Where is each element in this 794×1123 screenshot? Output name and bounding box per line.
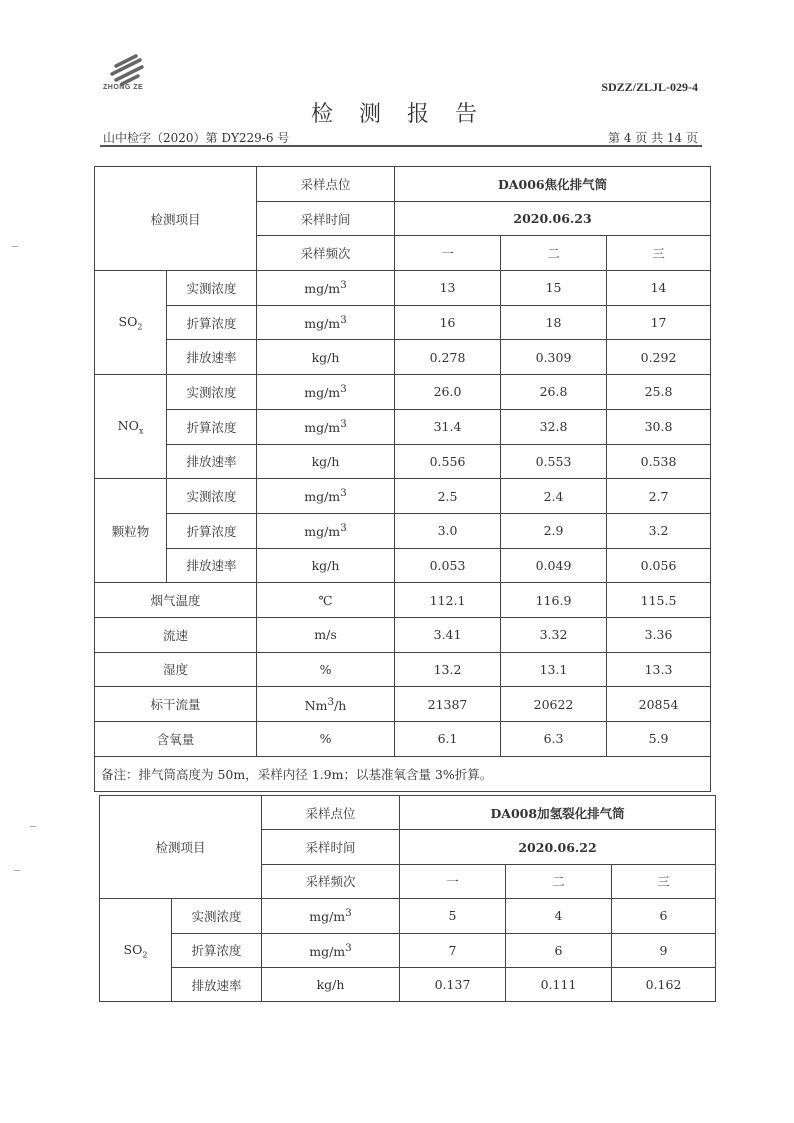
value-cell: 15	[501, 271, 607, 306]
value-cell: 0.538	[607, 444, 711, 479]
value-cell: 26.0	[395, 375, 501, 410]
report-number: 山中检字（2020）第 DY229-6 号	[103, 131, 290, 145]
value-cell: 6.1	[395, 722, 501, 757]
table-row	[100, 899, 716, 933]
value-cell: 0.056	[607, 548, 711, 583]
header-item-label: 检测项目	[95, 167, 257, 271]
value-cell: 0.049	[501, 548, 607, 583]
freq-1: 一	[400, 864, 506, 898]
value-cell: 18	[501, 305, 607, 340]
param-label: 折算浓度	[167, 305, 257, 340]
pollutant-so2: $SO_2$	[100, 899, 172, 1002]
value-cell: 3.36	[607, 617, 711, 652]
value-cell: 13.2	[395, 652, 501, 687]
table-row	[95, 375, 711, 410]
table-row	[95, 444, 711, 479]
value-cell: 2.7	[607, 479, 711, 514]
unit-cell: %	[257, 652, 395, 687]
param-label: 折算浓度	[172, 933, 262, 967]
header-point-label: 采样点位	[257, 167, 395, 202]
param-label: 实测浓度	[167, 271, 257, 306]
table-row	[95, 340, 711, 375]
table-row	[100, 967, 716, 1001]
value-cell: 0.553	[501, 444, 607, 479]
value-cell: 6.3	[501, 722, 607, 757]
unit-cell: $mg/m^3$	[262, 933, 400, 967]
header-point-label: 采样点位	[262, 796, 400, 830]
value-cell: 3.41	[395, 617, 501, 652]
scan-mark	[12, 246, 18, 247]
header-freq-label: 采样频次	[262, 864, 400, 898]
company-logo-icon	[102, 52, 152, 98]
unit-cell: kg/h	[257, 340, 395, 375]
value-cell: 2.9	[501, 513, 607, 548]
table-row	[95, 305, 711, 340]
value-cell: 0.278	[395, 340, 501, 375]
table-row	[100, 933, 716, 967]
param-label: 折算浓度	[167, 513, 257, 548]
value-cell: 0.137	[400, 967, 506, 1001]
value-cell: 0.053	[395, 548, 501, 583]
value-cell: 0.292	[607, 340, 711, 375]
header-freq-label: 采样频次	[257, 236, 395, 271]
table-row	[95, 583, 711, 618]
param-label: 排放速率	[172, 967, 262, 1001]
value-cell: 5.9	[607, 722, 711, 757]
freq-3: 三	[612, 864, 716, 898]
table-row	[95, 756, 711, 791]
table-row	[95, 617, 711, 652]
freq-2: 二	[506, 864, 612, 898]
unit-cell: $mg/m^3$	[257, 479, 395, 514]
unit-cell: m/s	[257, 617, 395, 652]
param-label: 排放速率	[167, 444, 257, 479]
table-row	[95, 513, 711, 548]
table-row	[95, 479, 711, 514]
table-row	[95, 652, 711, 687]
param-label: 折算浓度	[167, 409, 257, 444]
sampling-date: 2020.06.23	[395, 201, 711, 236]
value-cell: 5	[400, 899, 506, 933]
table-row	[100, 796, 716, 830]
document-code: SDZZ/ZLJL-029-4	[601, 80, 698, 94]
unit-cell: $mg/m^3$	[257, 305, 395, 340]
unit-cell: $mg/m^3$	[257, 513, 395, 548]
param-label: 实测浓度	[172, 899, 262, 933]
table-row	[95, 167, 711, 202]
param-label: 流速	[95, 617, 257, 652]
value-cell: 31.4	[395, 409, 501, 444]
value-cell: 0.556	[395, 444, 501, 479]
table-row	[95, 687, 711, 722]
value-cell: 3.32	[501, 617, 607, 652]
value-cell: 32.8	[501, 409, 607, 444]
value-cell: 17	[607, 305, 711, 340]
unit-cell: kg/h	[257, 548, 395, 583]
value-cell: 0.111	[506, 967, 612, 1001]
value-cell: 13.1	[501, 652, 607, 687]
unit-cell: $mg/m^3$	[262, 899, 400, 933]
freq-3: 三	[607, 236, 711, 271]
page-info: 第 4 页 共 14 页	[608, 131, 698, 145]
freq-1: 一	[395, 236, 501, 271]
value-cell: 26.8	[501, 375, 607, 410]
value-cell: 13.3	[607, 652, 711, 687]
unit-cell: $mg/m^3$	[257, 375, 395, 410]
value-cell: 3.0	[395, 513, 501, 548]
value-cell: 20854	[607, 687, 711, 722]
table-row	[95, 722, 711, 757]
sampling-point: DA006焦化排气筒	[395, 167, 711, 202]
value-cell: 25.8	[607, 375, 711, 410]
freq-2: 二	[501, 236, 607, 271]
value-cell: 2.4	[501, 479, 607, 514]
table-row	[95, 271, 711, 306]
pollutant-so2: $SO_2$	[95, 271, 167, 375]
logo-text: ZHONG ZE	[103, 84, 144, 91]
value-cell: 16	[395, 305, 501, 340]
value-cell: 115.5	[607, 583, 711, 618]
value-cell: 6	[612, 899, 716, 933]
param-label: 实测浓度	[167, 479, 257, 514]
header-time-label: 采样时间	[257, 201, 395, 236]
value-cell: 7	[400, 933, 506, 967]
value-cell: 0.309	[501, 340, 607, 375]
unit-cell: $mg/m^3$	[257, 409, 395, 444]
sampling-date: 2020.06.22	[400, 830, 716, 864]
unit-cell: $mg/m^3$	[257, 271, 395, 306]
sampling-point: DA008加氢裂化排气筒	[400, 796, 716, 830]
unit-cell: kg/h	[257, 444, 395, 479]
value-cell: 2.5	[395, 479, 501, 514]
value-cell: 21387	[395, 687, 501, 722]
pollutant-nox: $NO_x$	[95, 375, 167, 479]
header-item-label: 检测项目	[100, 796, 262, 899]
monitoring-table-da006	[94, 166, 711, 792]
remark-note: 备注：排气筒高度为 50m，采样内径 1.9m；以基准氧含量 3%折算。	[95, 756, 711, 791]
param-label: 湿度	[95, 652, 257, 687]
pollutant-particles: 颗粒物	[95, 479, 167, 583]
unit-cell: %	[257, 722, 395, 757]
table-row	[95, 409, 711, 444]
value-cell: 20622	[501, 687, 607, 722]
value-cell: 30.8	[607, 409, 711, 444]
value-cell: 3.2	[607, 513, 711, 548]
table-row	[95, 548, 711, 583]
value-cell: 0.162	[612, 967, 716, 1001]
value-cell: 112.1	[395, 583, 501, 618]
scan-mark	[30, 826, 36, 827]
value-cell: 9	[612, 933, 716, 967]
monitoring-table-da008	[99, 795, 716, 1002]
unit-cell: kg/h	[262, 967, 400, 1001]
unit-cell: Nm$^3$/h	[257, 687, 395, 722]
unit-cell: ℃	[257, 583, 395, 618]
value-cell: 13	[395, 271, 501, 306]
param-label: 实测浓度	[167, 375, 257, 410]
param-label: 含氧量	[95, 722, 257, 757]
value-cell: 4	[506, 899, 612, 933]
value-cell: 6	[506, 933, 612, 967]
param-label: 烟气温度	[95, 583, 257, 618]
param-label: 排放速率	[167, 340, 257, 375]
header-time-label: 采样时间	[262, 830, 400, 864]
scan-mark	[14, 870, 20, 871]
value-cell: 14	[607, 271, 711, 306]
param-label: 标干流量	[95, 687, 257, 722]
page-title: 检测报告	[310, 102, 503, 127]
param-label: 排放速率	[167, 548, 257, 583]
header-divider	[100, 145, 702, 147]
value-cell: 116.9	[501, 583, 607, 618]
